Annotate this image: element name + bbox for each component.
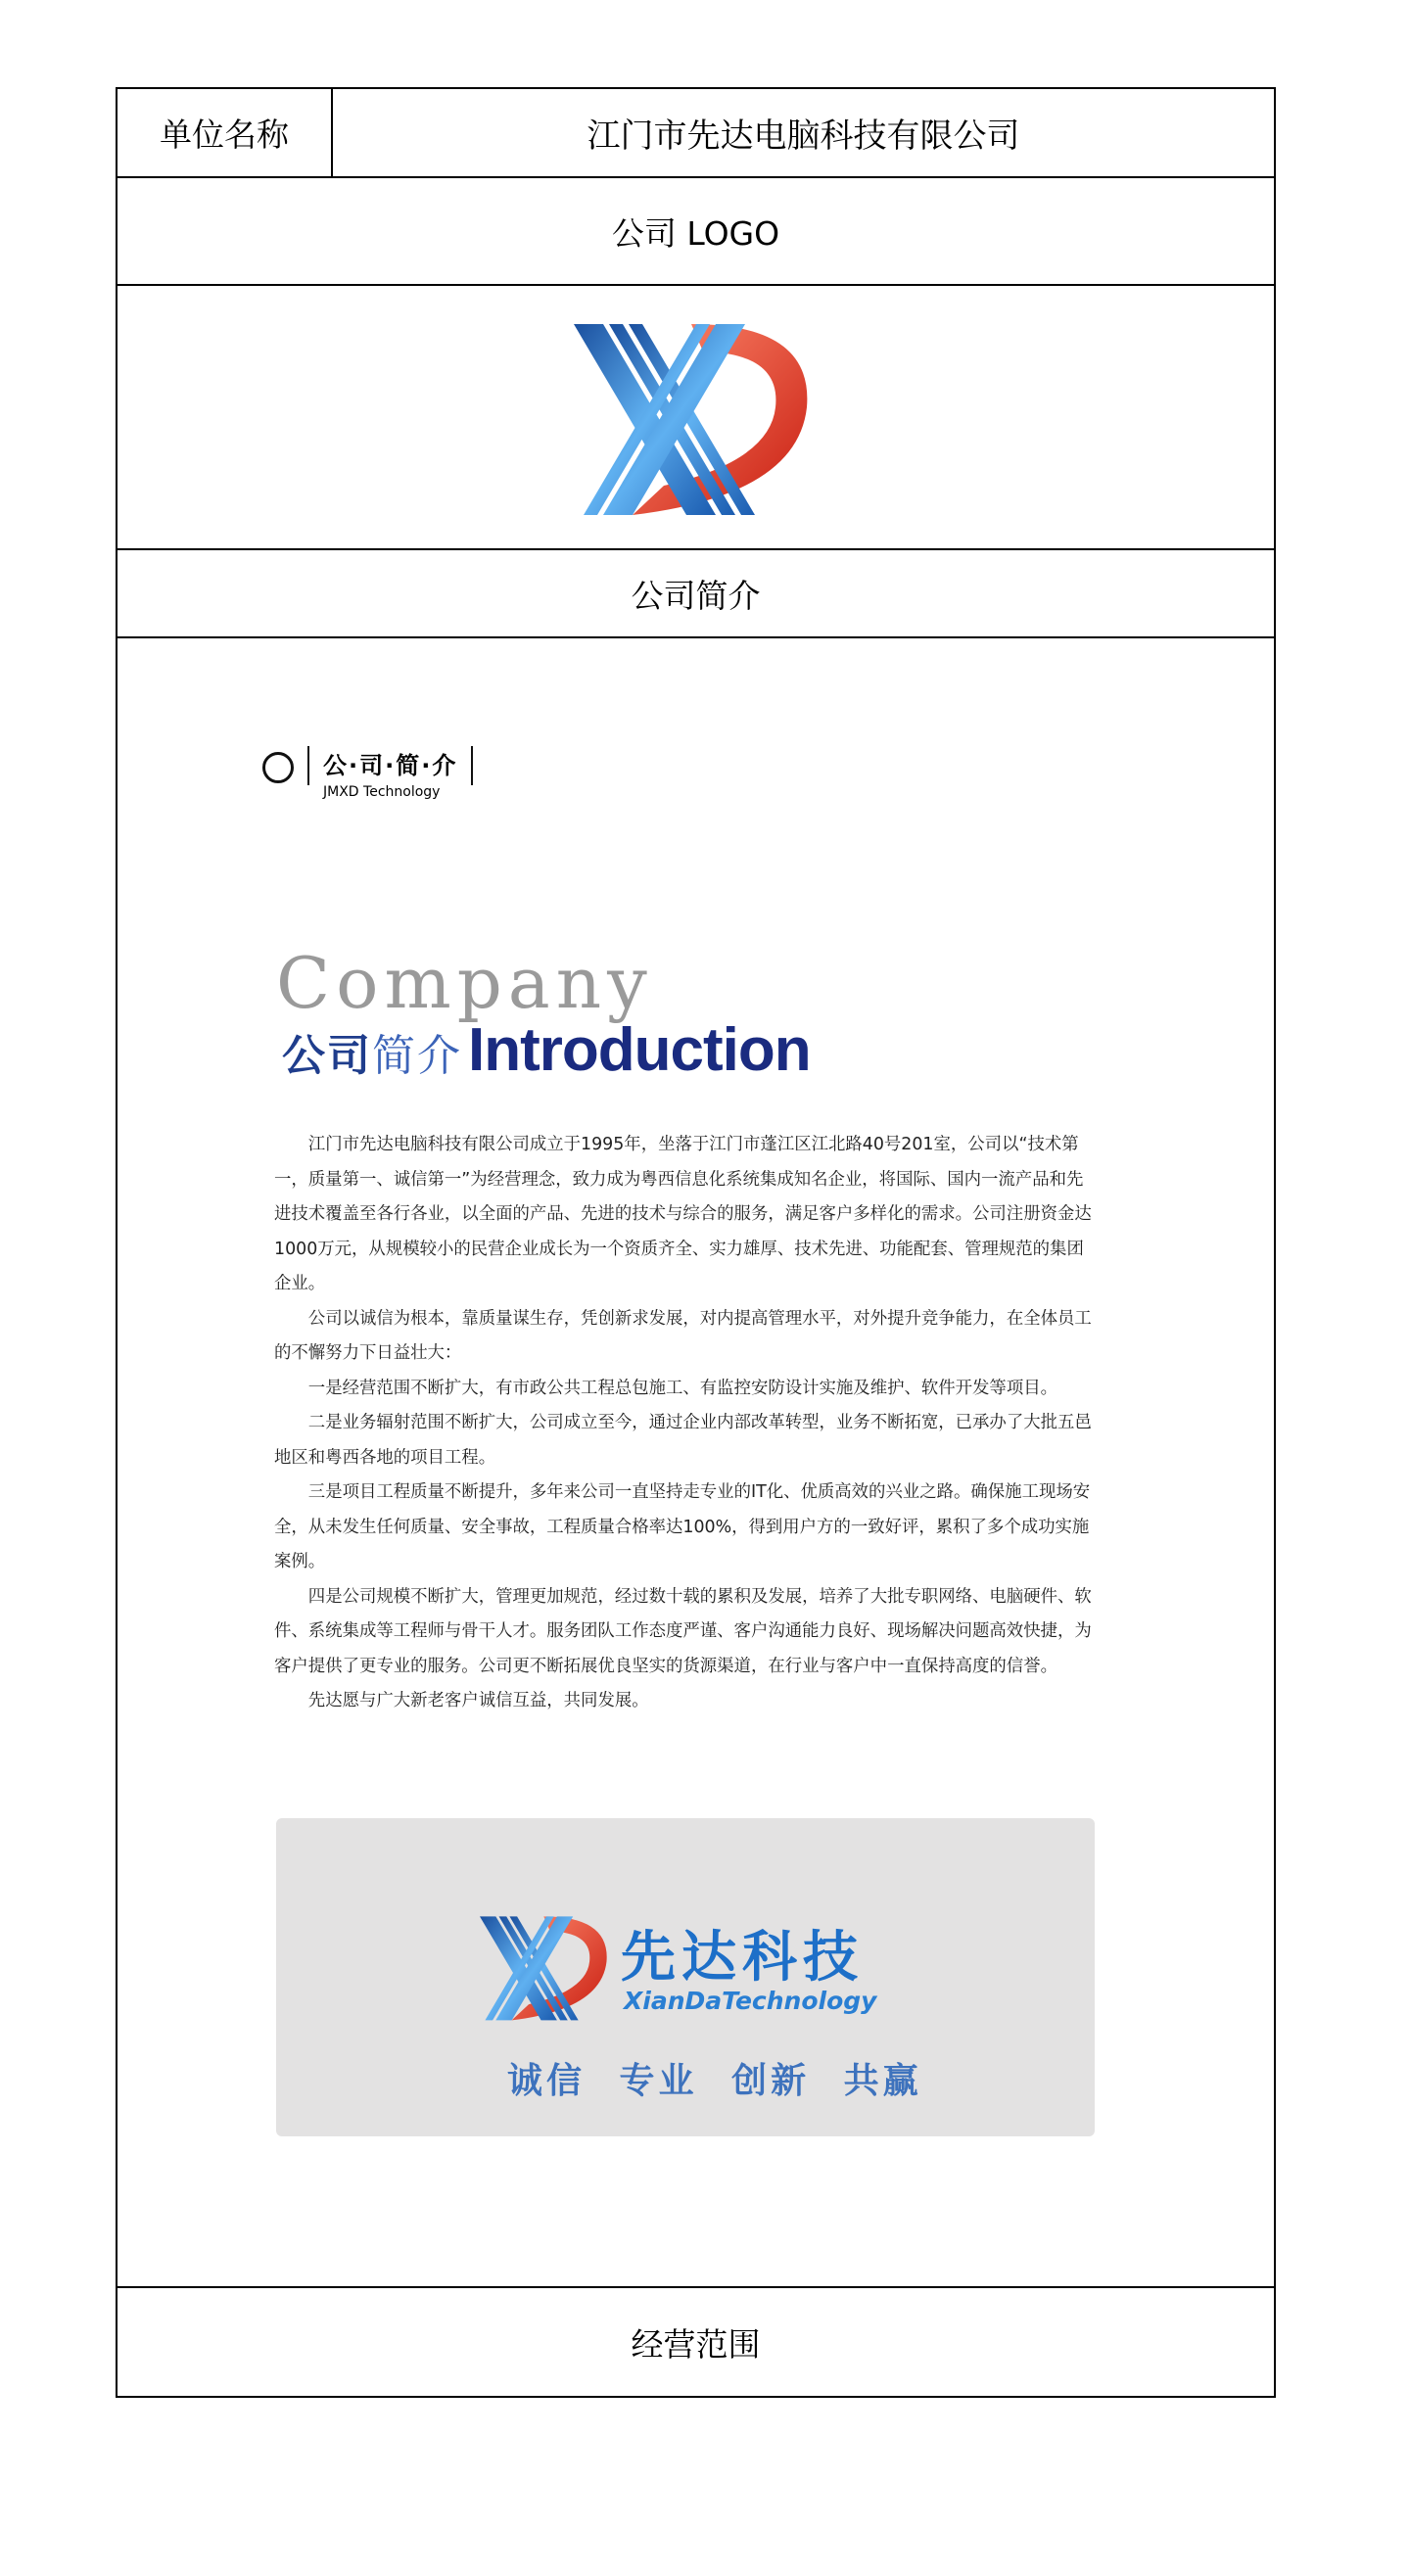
company-word: Company: [276, 942, 653, 1024]
intro-title: [282, 1015, 811, 1085]
company-name-label: 单位名称: [117, 89, 333, 176]
scope-header: 经营范围: [631, 2324, 761, 2364]
brand-name-en: XianDaTechnology: [624, 1987, 877, 2015]
intro-heading-en: JMXD Technology: [323, 784, 441, 800]
intro-paragraph: 江门市先达电脑科技有限公司成立于1995年，坐落于江门市蓬江区江北路40号201室，公司以“技术第一，质量第一、诚信第一”为经营理念，致力成为粤西信息化系统集成知名企业，将国际、国内一流产品和先进技术覆盖至各行各业，以全面的产品、先进的技术与综合的服务，满足客户多样化的需求。公司注册资金达1000万元，从规模较小的民营企业成长为一个资质齐全、实力雄厚、技术先进、功能配套、管理规范的集团企业。: [274, 1135, 1092, 1293]
logo-header: 公司 LOGO: [117, 178, 1274, 286]
divider: [471, 746, 473, 785]
brand-banner: [276, 1818, 1095, 2136]
circle-icon: [262, 752, 294, 783]
intro-paragraph: 二是业务辐射范围不断扩大，公司成立至今，通过企业内部改革转型，业务不断拓宽，已承办了大批五邑地区和粤西各地的项目工程。: [274, 1413, 1092, 1468]
company-name-value: 江门市先达电脑科技有限公司: [587, 117, 1020, 156]
intro-title-cn-b: 简介: [372, 1031, 462, 1081]
intro-paragraph: 公司以诚信为根本，靠质量谋生存，凭创新求发展，对内提高管理水平，对外提升竞争能力，在全体员工的不懈努力下日益壮大：: [274, 1308, 1092, 1363]
intro-paragraph: 三是项目工程质量不断提升，多年来公司一直坚持走专业的IT化、优质高效的兴业之路。确保施工现场安全，从未发生任何质量、安全事故，工程质量合格率达100%，得到用户方的一致好评，累积了多个成功实施案例。: [274, 1482, 1091, 1571]
logo-row: [117, 286, 1274, 550]
intro-title-cn-a: 公司: [282, 1031, 372, 1081]
intro-content: [117, 638, 1274, 2288]
company-name-row: [117, 89, 1274, 178]
xd-logo-icon: [574, 314, 819, 520]
company-info-form: [116, 87, 1276, 2398]
intro-heading-cn: 公·司·简·介: [323, 752, 458, 779]
intro-header: 公司简介: [117, 550, 1274, 638]
intro-paragraph: 四是公司规模不断扩大，管理更加规范，经过数十载的累积及发展，培养了大批专职网络、电脑硬件、软件、系统集成等工程师与骨干人才。服务团队工作态度严谨、客户沟通能力良好、现场解决问题高效快捷，为客户提供了更专业的服务。公司更不断拓展优良坚实的货源渠道，在行业与客户中一直保持高度的信誉。: [274, 1586, 1092, 1676]
xd-logo-icon: [480, 1908, 613, 2026]
intro-title-en: Introduction: [468, 1016, 811, 1084]
brand-name-cn: 先达科技: [621, 1926, 864, 1990]
intro-paragraph: 一是经营范围不断扩大，有市政公共工程总包施工、有监控安防设计实施及维护、软件开发等项目。: [307, 1378, 1057, 1398]
intro-paragraph: 先达愿与广大新老客户诚信互益，共同发展。: [307, 1691, 649, 1710]
brand-slogan: 诚信 专业 创新 共赢: [507, 2060, 922, 2101]
intro-section-heading: [262, 746, 487, 800]
intro-paragraphs: [274, 1128, 1092, 1719]
divider: [307, 746, 309, 785]
